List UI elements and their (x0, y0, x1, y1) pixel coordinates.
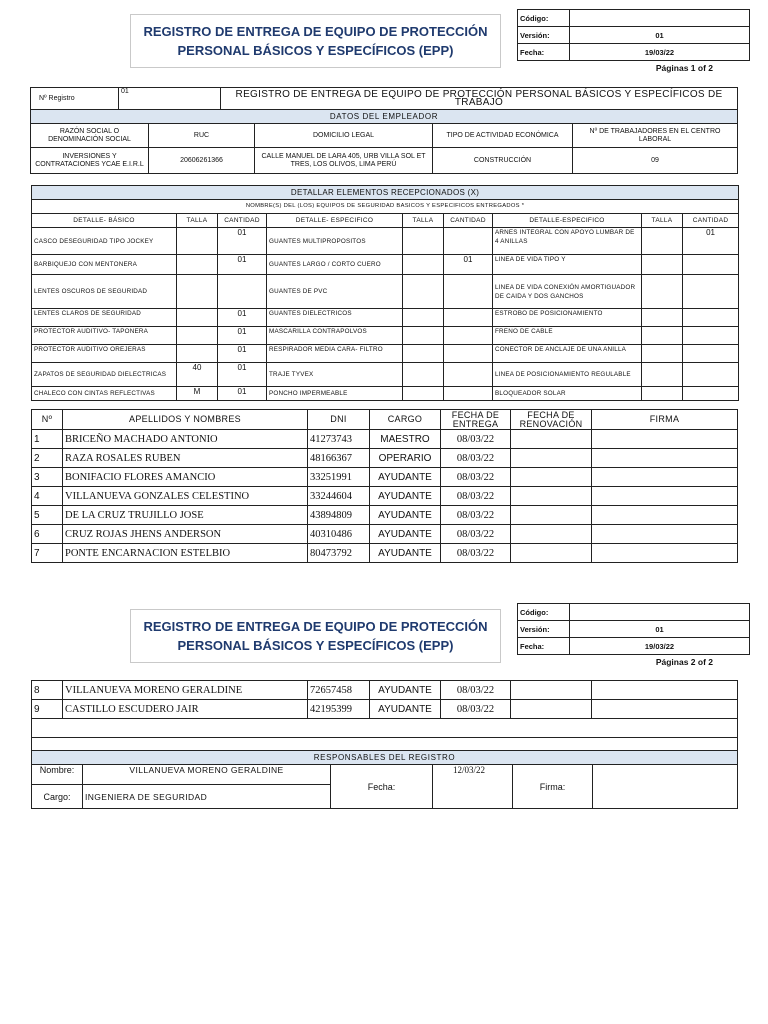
version-label: Versión: (518, 27, 570, 44)
delivery-date: 08/03/22 (441, 449, 511, 468)
eq-cell (683, 309, 739, 327)
eq-cell (403, 387, 444, 401)
signature-cell (592, 681, 738, 700)
title-line-1: REGISTRO DE ENTREGA DE EQUIPO DE PROTECCIÓN (143, 619, 488, 634)
eq-cell (642, 275, 683, 309)
personnel-header: FECHA DE ENTREGA (441, 410, 511, 430)
eq-cell (444, 309, 493, 327)
ruc-value: 20606261366 (149, 148, 255, 174)
worker-cargo: AYUDANTE (370, 700, 441, 719)
eq-cell (177, 309, 218, 327)
eq-header: DETALLE- ESPECIFICO (267, 214, 403, 228)
eq-cell: GUANTES LARGO / CORTO CUERO (267, 255, 403, 275)
eq-header: CANTIDAD (444, 214, 493, 228)
blank-row (32, 719, 738, 738)
eq-cell: 01 (218, 363, 267, 387)
eq-cell (642, 363, 683, 387)
eq-cell (177, 228, 218, 255)
renewal-date (511, 468, 592, 487)
worker-cargo: AYUDANTE (370, 468, 441, 487)
header-trabajadores: Nº DE TRABAJADORES EN EL CENTRO LABORAL (573, 124, 738, 148)
eq-cell (683, 345, 739, 363)
eq-cell (642, 228, 683, 255)
document-meta-table (517, 9, 750, 61)
eq-cell (444, 275, 493, 309)
eq-cell (177, 255, 218, 275)
worker-name: PONTE ENCARNACION ESTELBIO (63, 544, 308, 563)
eq-cell: GUANTES DE PVC (267, 275, 403, 309)
row-number: 7 (32, 544, 63, 563)
header-ruc: RUC (149, 124, 255, 148)
eq-cell: GUANTES DIELECTRICOS (267, 309, 403, 327)
eq-cell (444, 228, 493, 255)
version-label: Versión: (518, 621, 570, 638)
eq-cell: CASCO DESEGURIDAD TIPO JOCKEY (32, 228, 177, 255)
signature-cell (592, 700, 738, 719)
fecha-label: Fecha: (518, 638, 570, 655)
page-counter-2: Páginas 2 of 2 (655, 657, 713, 667)
worker-dni: 40310486 (308, 525, 370, 544)
equipment-subtitle: NOMBRE(S) DEL (LOS) EQUIPOS DE SEGURIDAD BASICOS Y ESPECIFICOS ENTREGADOS * (32, 200, 739, 214)
personnel-header: APELLIDOS Y NOMBRES (63, 410, 308, 430)
table-row (32, 430, 738, 449)
worker-dni: 72657458 (308, 681, 370, 700)
table-row (32, 525, 738, 544)
worker-cargo: OPERARIO (370, 449, 441, 468)
eq-cell (683, 275, 739, 309)
datos-empleador-band: DATOS DEL EMPLEADOR (31, 110, 738, 124)
eq-cell: 01 (444, 255, 493, 275)
eq-header: TALLA (177, 214, 218, 228)
eq-cell: LINEA DE VIDA TIPO Y (493, 255, 642, 275)
eq-cell (403, 327, 444, 345)
fecha-label: Fecha: (518, 44, 570, 61)
row-number: 8 (32, 681, 63, 700)
eq-cell (403, 275, 444, 309)
eq-cell (403, 363, 444, 387)
worker-dni: 43894809 (308, 506, 370, 525)
codigo-label: Código: (518, 604, 570, 621)
signature-cell (592, 430, 738, 449)
table-row (32, 487, 738, 506)
delivery-date: 08/03/22 (441, 681, 511, 700)
nombre-value: VILLANUEVA MORENO GERALDINE (83, 765, 331, 785)
eq-cell: ARNES INTEGRAL CON APOYO LUMBAR DE 4 ANILLAS (493, 228, 642, 255)
renewal-date (511, 544, 592, 563)
registro-table (30, 87, 738, 174)
eq-cell (444, 363, 493, 387)
header-actividad: TIPO DE ACTIVIDAD ECONÓMICA (433, 124, 573, 148)
table-row (32, 544, 738, 563)
worker-dni: 80473792 (308, 544, 370, 563)
row-number: 5 (32, 506, 63, 525)
row-number: 3 (32, 468, 63, 487)
eq-cell (642, 309, 683, 327)
domicilio-value: CALLE MANUEL DE LARA 405, URB VILLA SOL ET TRES, LOS OLIVOS, LIMA PERÚ (255, 148, 433, 174)
delivery-date: 08/03/22 (441, 700, 511, 719)
responsables-table (31, 750, 738, 809)
trabajadores-value: 09 (573, 148, 738, 174)
eq-cell (444, 387, 493, 401)
worker-name: DE LA CRUZ TRUJILLO JOSE (63, 506, 308, 525)
fecha-value: 19/03/22 (570, 638, 750, 655)
worker-name: BONIFACIO FLORES AMANCIO (63, 468, 308, 487)
document-title (130, 14, 501, 68)
signature-cell (592, 506, 738, 525)
personnel-table (31, 409, 738, 563)
renewal-date (511, 487, 592, 506)
eq-cell: 01 (218, 255, 267, 275)
codigo-label: Código: (518, 10, 570, 27)
header-domicilio: DOMICILIO LEGAL (255, 124, 433, 148)
worker-cargo: AYUDANTE (370, 487, 441, 506)
header-razon-social: RAZÓN SOCIAL O DENOMINACIÓN SOCIAL (31, 124, 149, 148)
table-row (32, 468, 738, 487)
eq-cell (642, 387, 683, 401)
worker-dni: 33251991 (308, 468, 370, 487)
worker-name: CRUZ ROJAS JHENS ANDERSON (63, 525, 308, 544)
delivery-date: 08/03/22 (441, 525, 511, 544)
registro-value: 01 (119, 88, 221, 110)
equipment-title: DETALLAR ELEMENTOS RECEPCIONADOS (X) (32, 186, 739, 200)
row-number: 2 (32, 449, 63, 468)
eq-cell (403, 309, 444, 327)
worker-cargo: AYUDANTE (370, 506, 441, 525)
worker-cargo: AYUDANTE (370, 525, 441, 544)
document-title-page2 (130, 609, 501, 663)
responsables-title: RESPONSABLES DEL REGISTRO (32, 751, 738, 765)
cargo-value: INGENIERA DE SEGURIDAD (83, 785, 331, 809)
worker-name: VILLANUEVA GONZALES CELESTINO (63, 487, 308, 506)
worker-dni: 33244604 (308, 487, 370, 506)
signature-cell (592, 525, 738, 544)
table-row (32, 449, 738, 468)
title-line-2: PERSONAL BÁSICOS Y ESPECÍFICOS (EPP) (177, 638, 454, 653)
eq-cell: LENTES OSCUROS DE SEGURIDAD (32, 275, 177, 309)
eq-cell: ESTROBO DE POSICIONAMIENTO (493, 309, 642, 327)
title-line-2: PERSONAL BÁSICOS Y ESPECÍFICOS (EPP) (177, 43, 454, 58)
table-row (32, 681, 738, 700)
worker-name: RAZA ROSALES RUBEN (63, 449, 308, 468)
eq-cell (683, 363, 739, 387)
eq-header: TALLA (403, 214, 444, 228)
personnel-header: CARGO (370, 410, 441, 430)
personnel-header: DNI (308, 410, 370, 430)
firma-label: Firma: (513, 765, 593, 809)
personnel-header: FECHA DE RENOVACIÓN (511, 410, 592, 430)
eq-cell: RESPIRADOR MEDIA CARA- FILTRO (267, 345, 403, 363)
eq-cell (444, 345, 493, 363)
delivery-date: 08/03/22 (441, 487, 511, 506)
worker-name: BRICEÑO MACHADO ANTONIO (63, 430, 308, 449)
worker-name: CASTILLO ESCUDERO JAIR (63, 700, 308, 719)
eq-cell: 01 (218, 387, 267, 401)
eq-cell (177, 345, 218, 363)
renewal-date (511, 430, 592, 449)
eq-cell: ZAPATOS DE SEGURIDAD DIELECTRICAS (32, 363, 177, 387)
firma-value (593, 765, 738, 809)
eq-cell: 01 (218, 228, 267, 255)
renewal-date (511, 681, 592, 700)
renewal-date (511, 449, 592, 468)
signature-cell (592, 544, 738, 563)
eq-cell: LINEA DE POSICIONAMIENTO REGULABLE (493, 363, 642, 387)
renewal-date (511, 525, 592, 544)
eq-cell: TRAJE TYVEX (267, 363, 403, 387)
delivery-date: 08/03/22 (441, 468, 511, 487)
registro-title: REGISTRO DE ENTREGA DE EQUIPO DE PROTECCIÓN PERSONAL BÁSICOS Y ESPECÍFICOS DE TRABAJO (221, 88, 738, 110)
delivery-date: 08/03/22 (441, 506, 511, 525)
fecha-value: 12/03/22 (433, 765, 513, 809)
eq-cell: PONCHO IMPERMEABLE (267, 387, 403, 401)
renewal-date (511, 506, 592, 525)
eq-cell: 01 (218, 327, 267, 345)
row-number: 1 (32, 430, 63, 449)
version-value: 01 (570, 27, 750, 44)
row-number: 6 (32, 525, 63, 544)
worker-cargo: MAESTRO (370, 430, 441, 449)
document-meta-table-page2 (517, 603, 750, 655)
nombre-label: Nombre: (32, 765, 83, 785)
eq-cell: BARBIQUEJO CON MENTONERA (32, 255, 177, 275)
signature-cell (592, 487, 738, 506)
row-number: 9 (32, 700, 63, 719)
worker-cargo: AYUDANTE (370, 544, 441, 563)
page-counter: Páginas 1 of 2 (655, 63, 713, 73)
delivery-date: 08/03/22 (441, 544, 511, 563)
fecha-label: Fecha: (331, 765, 433, 809)
personnel-header: FIRMA (592, 410, 738, 430)
blank-cell (32, 719, 738, 738)
eq-header: CANTIDAD (218, 214, 267, 228)
eq-cell (177, 275, 218, 309)
eq-cell: 01 (683, 228, 739, 255)
worker-cargo: AYUDANTE (370, 681, 441, 700)
fecha-value: 19/03/22 (570, 44, 750, 61)
eq-cell (683, 387, 739, 401)
signature-cell (592, 468, 738, 487)
version-value: 01 (570, 621, 750, 638)
table-row (32, 700, 738, 719)
eq-cell: GUANTES MULTIPROPOSITOS (267, 228, 403, 255)
title-line-1: REGISTRO DE ENTREGA DE EQUIPO DE PROTECCIÓN (143, 24, 488, 39)
actividad-value: CONSTRUCCIÓN (433, 148, 573, 174)
personnel-table-page2 (31, 680, 738, 757)
worker-name: VILLANUEVA MORENO GERALDINE (63, 681, 308, 700)
eq-cell: CONECTOR DE ANCLAJE DE UNA ANILLA (493, 345, 642, 363)
eq-cell (642, 345, 683, 363)
worker-dni: 41273743 (308, 430, 370, 449)
worker-dni: 48166367 (308, 449, 370, 468)
eq-header: CANTIDAD (683, 214, 739, 228)
eq-header: DETALLE-ESPECIFICO (493, 214, 642, 228)
table-row (32, 506, 738, 525)
eq-cell (177, 327, 218, 345)
eq-cell (218, 275, 267, 309)
eq-cell: 01 (218, 309, 267, 327)
personnel-header: Nº (32, 410, 63, 430)
eq-cell: MASCARILLA CONTRAPOLVOS (267, 327, 403, 345)
eq-cell: FRENO DE CABLE (493, 327, 642, 345)
eq-cell (403, 255, 444, 275)
eq-cell (444, 327, 493, 345)
eq-cell (642, 327, 683, 345)
registro-label: Nº Registro (31, 88, 119, 110)
worker-dni: 42195399 (308, 700, 370, 719)
eq-cell: LENTES CLAROS DE SEGURIDAD (32, 309, 177, 327)
eq-cell: M (177, 387, 218, 401)
eq-header: DETALLE- BÁSICO (32, 214, 177, 228)
cargo-label: Cargo: (32, 785, 83, 809)
delivery-date: 08/03/22 (441, 430, 511, 449)
codigo-value (570, 10, 750, 27)
row-number: 4 (32, 487, 63, 506)
eq-cell (642, 255, 683, 275)
renewal-date (511, 700, 592, 719)
eq-cell (403, 228, 444, 255)
equipment-table (31, 185, 739, 401)
eq-cell: PROTECTOR AUDITIVO OREJERAS (32, 345, 177, 363)
eq-cell: 40 (177, 363, 218, 387)
codigo-value (570, 604, 750, 621)
eq-cell: CHALECO CON CINTAS REFLECTIVAS (32, 387, 177, 401)
razon-social-value: INVERSIONES Y CONTRATACIONES YCAE E.I.R.L (31, 148, 149, 174)
eq-cell: PROTECTOR AUDITIVO- TAPONERA (32, 327, 177, 345)
eq-cell (683, 255, 739, 275)
eq-cell: BLOQUEADOR SOLAR (493, 387, 642, 401)
eq-cell: 01 (218, 345, 267, 363)
eq-cell: LINEA DE VIDA CONEXIÓN AMORTIGUADOR DE CAIDA Y DOS GANCHOS (493, 275, 642, 309)
signature-cell (592, 449, 738, 468)
eq-cell (403, 345, 444, 363)
eq-header: TALLA (642, 214, 683, 228)
eq-cell (683, 327, 739, 345)
